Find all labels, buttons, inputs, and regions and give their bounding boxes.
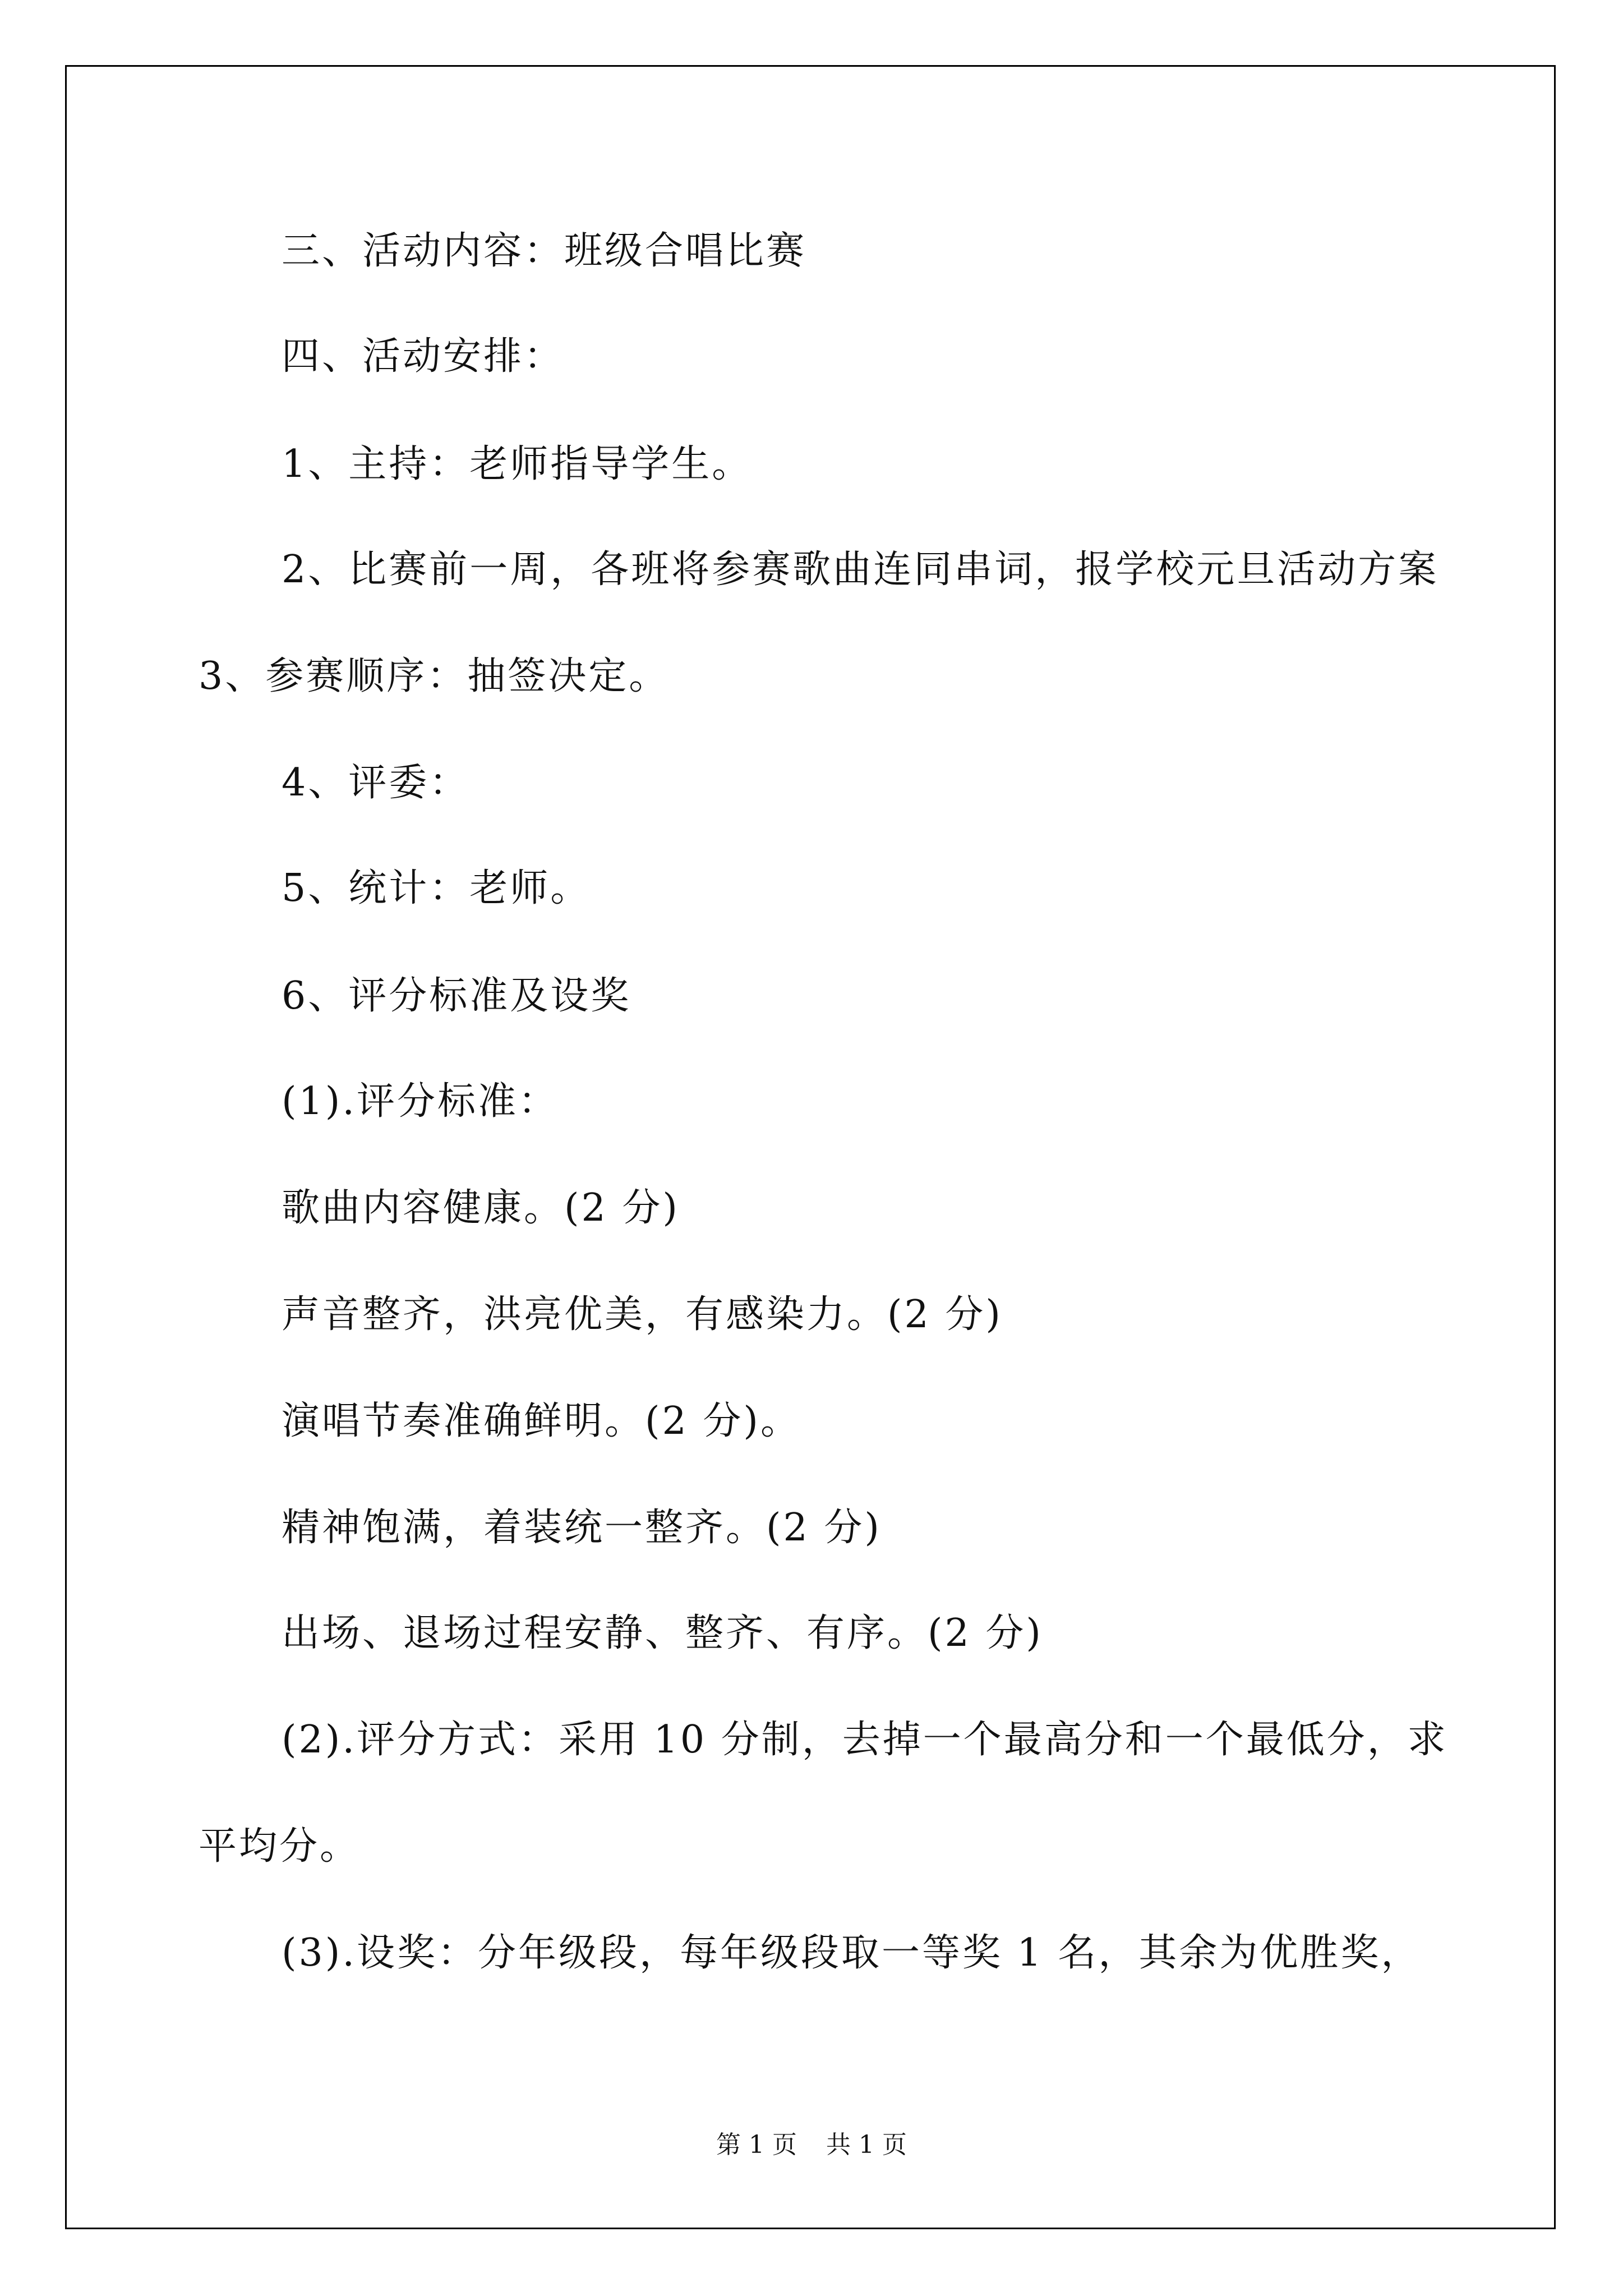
scoring-method-continued: 平均分。 — [199, 1824, 361, 1869]
criterion-rhythm: 演唱节奏准确鲜明。(2 分)。 — [282, 1399, 801, 1443]
page-number: 第 1 页 — [716, 2131, 797, 2159]
item-4-judges: 4、评委： — [282, 761, 470, 805]
total-pages: 共 1 页 — [826, 2131, 907, 2159]
criterion-content: 歌曲内容健康。(2 分) — [282, 1186, 680, 1230]
scoring-method: (2).评分方式：采用 10 分制，去掉一个最高分和一个最低分，求 — [282, 1718, 1448, 1762]
item-6-scoring-awards: 6、评分标准及设奖 — [282, 974, 631, 1018]
item-1-host: 1、主持：老师指导学生。 — [282, 442, 753, 486]
criterion-stage-entry: 出场、退场过程安静、整齐、有序。(2 分) — [282, 1611, 1043, 1655]
criterion-sound: 声音整齐，洪亮优美，有感染力。(2 分) — [282, 1292, 1003, 1337]
page-footer — [0, 2133, 1623, 2157]
section-3-content: 三、活动内容：班级合唱比赛 — [282, 229, 807, 273]
criterion-spirit: 精神饱满，着装统一整齐。(2 分) — [282, 1506, 882, 1550]
item-2-submission: 2、比赛前一周，各班将参赛歌曲连同串词，报学校元旦活动方案 — [282, 547, 1439, 592]
awards-setup: (3).设奖：分年级段，每年级段取一等奖 1 名，其余为优胜奖， — [282, 1931, 1422, 1975]
page-border — [65, 65, 1556, 2229]
item-5-statistics: 5、统计：老师。 — [282, 866, 591, 910]
item-3-order: 3、参赛顺序：抽签决定。 — [199, 654, 670, 698]
section-4-heading: 四、活动安排： — [282, 334, 565, 379]
scoring-criteria-heading: (1).评分标准： — [282, 1079, 559, 1124]
